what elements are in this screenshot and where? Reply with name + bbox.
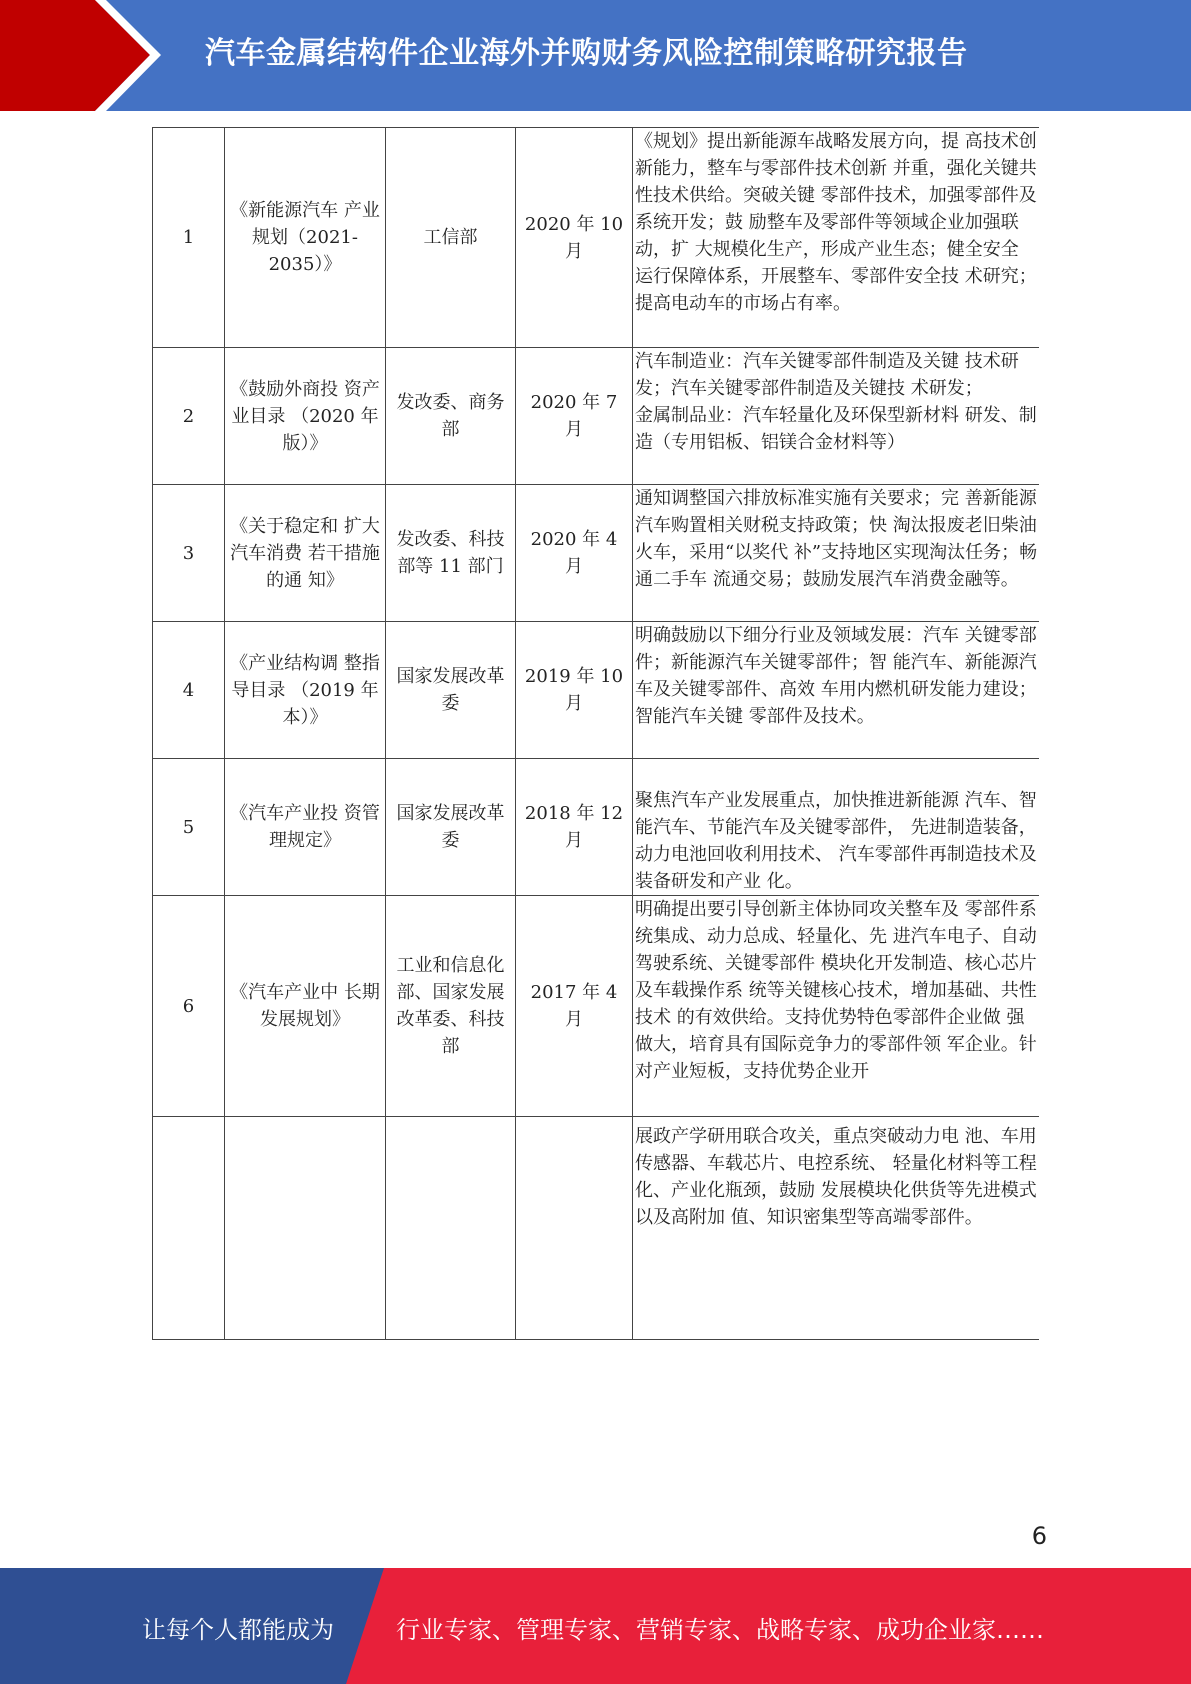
- table-row: [153, 1117, 1039, 1340]
- policy-content: 聚焦汽车产业发展重点，加快推进新能源 汽车、智能汽车、节能汽车及关键零部件， 先进制造装备，动力电池回收利用技术、 汽车零部件再制造技术及装备研发和产业 化。: [633, 759, 1039, 896]
- row-number: 6: [153, 896, 225, 1117]
- table-row: [153, 485, 1039, 622]
- table-row: [153, 759, 1039, 896]
- issue-date: 2019 年 10 月: [516, 622, 633, 759]
- footer-slogan-left: 让每个人都能成为: [142, 1616, 334, 1644]
- policy-table: [152, 127, 1039, 1340]
- row-number: 3: [153, 485, 225, 622]
- table-row: [153, 348, 1039, 485]
- policy-name: 《鼓励外商投 资产业目录 （2020 年版）》: [225, 348, 386, 485]
- policy-name: 《新能源汽车 产业规划（2021-2035）》: [225, 128, 386, 348]
- table-row: [153, 128, 1039, 348]
- table-row: [153, 896, 1039, 1117]
- policy-content: 通知调整国六排放标准实施有关要求；完 善新能源汽车购置相关财税支持政策；快 淘汰报废老旧柴油火车，采用“以奖代 补”支持地区实现淘汰任务；畅通二手车 流通交易；鼓励发展汽车消费金融等。: [633, 485, 1039, 622]
- policy-content: [633, 348, 1039, 485]
- policy-content: 《规划》提出新能源车战略发展方向，提 高技术创新能力，整车与零部件技术创新 并重，强化关键共性技术供给。突破关键 零部件技术，加强零部件及系统开发；鼓 励整车及零部件等领域企业加强联动，扩 大规模化生产，形成产业生态；健全安全 运行保障体系，开展整车、零部件安全技 术研究；提高电动车的市场占有率。: [633, 128, 1039, 348]
- issue-date: 2020 年 7 月: [516, 348, 633, 485]
- footer-slogan-right: 行业专家、管理专家、营销专家、战略专家、成功企业家……: [396, 1616, 1044, 1644]
- issue-date: [516, 1117, 633, 1340]
- issuing-department: 工业和信息化部、国家发展改革委、科技部: [386, 896, 516, 1117]
- policy-content-part: 金属制品业：汽车轻量化及环保型新材料 研发、制造（专用铝板、铝镁合金材料等）: [635, 405, 1037, 453]
- issuing-department: 国家发展改革委: [386, 759, 516, 896]
- policy-name: 《产业结构调 整指导目录 （2019 年本）》: [225, 622, 386, 759]
- issuing-department: 国家发展改革委: [386, 622, 516, 759]
- page-footer: [0, 1568, 1191, 1684]
- issuing-department: 工信部: [386, 128, 516, 348]
- row-number: 5: [153, 759, 225, 896]
- policy-name: 《汽车产业投 资管理规定》: [225, 759, 386, 896]
- page-header: [0, 0, 1191, 111]
- page-number: 6: [1031, 1522, 1047, 1550]
- table-row: [153, 622, 1039, 759]
- policy-name: 《关于稳定和 扩大汽车消费 若干措施的通 知》: [225, 485, 386, 622]
- policy-content: 明确鼓励以下细分行业及领域发展：汽车 关键零部件；新能源汽车关键零部件；智 能汽车、新能源汽车及关键零部件、高效 车用内燃机研发能力建设；智能汽车关键 零部件及技术。: [633, 622, 1039, 759]
- issuing-department: 发改委、科技部等 11 部门: [386, 485, 516, 622]
- report-title: 汽车金属结构件企业海外并购财务风险控制策略研究报告: [205, 36, 968, 71]
- issue-date: 2018 年 12 月: [516, 759, 633, 896]
- policy-name: 《汽车产业中 长期发展规划》: [225, 896, 386, 1117]
- issue-date: 2017 年 4 月: [516, 896, 633, 1117]
- issuing-department: [386, 1117, 516, 1340]
- row-number: 1: [153, 128, 225, 348]
- row-number: 4: [153, 622, 225, 759]
- policy-content: 明确提出要引导创新主体协同攻关整车及 零部件系统集成、动力总成、轻量化、先 进汽车电子、自动驾驶系统、关键零部件 模块化开发制造、核心芯片及车载操作系 统等关键核心技术，增加基础、共性技术 的有效供给。支持优势特色零部件企业做 强做大，培育具有国际竞争力的零部件领 军企业。针对产业短板，支持优势企业开: [633, 896, 1039, 1117]
- policy-name: [225, 1117, 386, 1340]
- issue-date: 2020 年 4 月: [516, 485, 633, 622]
- policy-content-part: 汽车制造业：汽车关键零部件制造及关键 技术研发；汽车关键零部件制造及关键技 术研发；: [635, 351, 1019, 399]
- policy-content: 展政产学研用联合攻关，重点突破动力电 池、车用传感器、车载芯片、电控系统、 轻量化材料等工程化、产业化瓶颈，鼓励 发展模块化供货等先进模式以及高附加 值、知识密集型等高端零部件。: [633, 1117, 1039, 1340]
- issuing-department: 发改委、商务部: [386, 348, 516, 485]
- issue-date: 2020 年 10 月: [516, 128, 633, 348]
- row-number: [153, 1117, 225, 1340]
- row-number: 2: [153, 348, 225, 485]
